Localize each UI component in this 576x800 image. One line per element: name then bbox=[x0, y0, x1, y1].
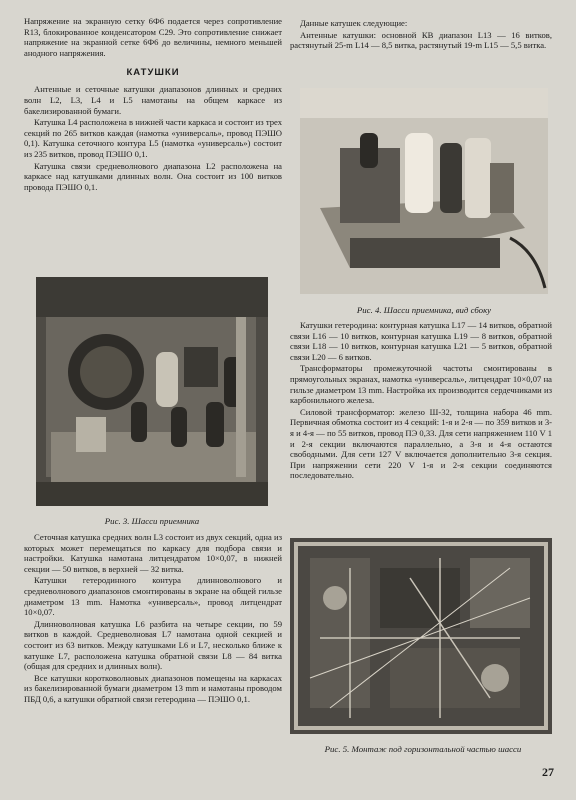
figure-5-photo bbox=[290, 538, 552, 734]
paragraph: Катушки гетеродина: контурная катушка L17 — 14 витков, обратной связи L16 — 10 витков, контурная катушка L19 — 8 витков, обратной связи L18 — 10 витков, контурная катушка L21 — 5 витков, обратной связи L20 — 6 витков. bbox=[290, 320, 552, 362]
paragraph: Напряжение на экранную сетку 6Ф6 подается через сопротивление R13, блокированное конденсатором C29. Это сопротивление снижает напряжение на экранной сетке 6Ф6 до величины, немного меньшей анодного напряжения. bbox=[24, 16, 282, 58]
figure-4-caption: Рис. 4. Шасси приемника, вид сбоку bbox=[356, 305, 492, 315]
figure-4-photo bbox=[300, 88, 548, 294]
paragraph: Сеточная катушка средних волн L3 состоит из двух секций, одна из которых может перемещаться по каркасу для подбора связи и настройки. Катушка намотана литцендратом 10×0,07, в нижней секции — 50 витков, в верхней — 32 витка. bbox=[24, 532, 282, 574]
left-column bbox=[24, 16, 282, 193]
right-column-top bbox=[290, 18, 552, 52]
paragraph: Данные катушек следующие: bbox=[300, 18, 408, 28]
paragraph: Катушки гетеродинного контура длинноволнового и средневолнового диапазонов смонтированы в экране на общей гильзе диаметром 13 mm. Намотка «универсаль», провод литцендрат 10×0,07. bbox=[24, 575, 282, 618]
chassis-photo-illustration bbox=[36, 277, 268, 506]
paragraph: Катушка связи средневолнового диапазона L2 расположена на каркасе над катушками длинных волн. Она состоит из 100 витков провода ПЭШО 0,1. bbox=[24, 160, 282, 192]
paragraph: Длинноволновая катушка L6 разбита на четыре секции, по 59 витков в каждой. Средневолновая L7 намотана одной секцией и состоит из 63 витков. Между катушками L6 и L7, несколько ближе к катушке L7, расположена катушка обратной связи L8 — 84 витка (общая для средних и длинных волн). bbox=[24, 618, 282, 672]
wiring-photo-illustration bbox=[290, 538, 552, 734]
paragraph: Все катушки коротковолновых диапазонов помещены на каркасах из бакелизированной бумаги диаметром 13 mm и намотаны проводом ПБД 0,6, а катушки обратной связи гетеродина — ПЭШО 0,1. bbox=[24, 672, 282, 704]
paragraph: Катушка L4 расположена в нижней части каркаса и состоит из трех секций по 265 витков каждая (намотка «универсаль», провод ПЭШО 0,1). Катушка сеточного контура L5 (намотка «универсаль») состоит из 235 витков, провод ПЭШО 0,1. bbox=[24, 117, 282, 159]
paragraph: Силовой трансформатор: железо Ш-32, толщина набора 46 mm. Первичная обмотка состоит из 4 секций: 1-я и 2-я — по 359 витков и 3-я и 4-я — по 55 витков, провод ПЭ 0,33. Для сети напряжением 110 V 1 и 2-я секции включаются параллельно, а 3-я и 4-я остаются свободными. Для сети 127 V включается дополнительно 3-я секция. При напряжении сети 220 V 1-я и 2-я секции соединяются последовательно. bbox=[290, 406, 552, 481]
left-column-bottom bbox=[24, 532, 282, 706]
page-number: 27 bbox=[542, 765, 554, 779]
chassis-side-photo-illustration bbox=[300, 88, 548, 294]
figure-3-photo bbox=[36, 277, 268, 506]
figure-5-caption: Рис. 5. Монтаж под горизонтальной частью шасси bbox=[324, 744, 522, 754]
paragraph: Антенные и сеточные катушки диапазонов длинных и средних волн L2, L3, L4 и L5 намотаны на общем каркасе из бакелизированной бумаги. bbox=[24, 84, 282, 116]
figure-3-caption: Рис. 3. Шасси приемника bbox=[104, 516, 200, 526]
paragraph: Антенные катушки: основной КВ диапазон L13 — 16 витков, растянутый 25-m L14 — 8,5 витка, растянутый 19-m L15 — 5,5 витка. bbox=[290, 29, 552, 51]
right-column-middle bbox=[290, 320, 552, 482]
section-heading: КАТУШКИ bbox=[126, 67, 180, 79]
paragraph: Трансформаторы промежуточной частоты смонтированы в прямоугольных экранах, намотка «универсаль», литцендрат 10×0,07 на гильзе диаметром 13 mm. Настройка их производится сердечниками из карбонильного железа. bbox=[290, 363, 552, 406]
